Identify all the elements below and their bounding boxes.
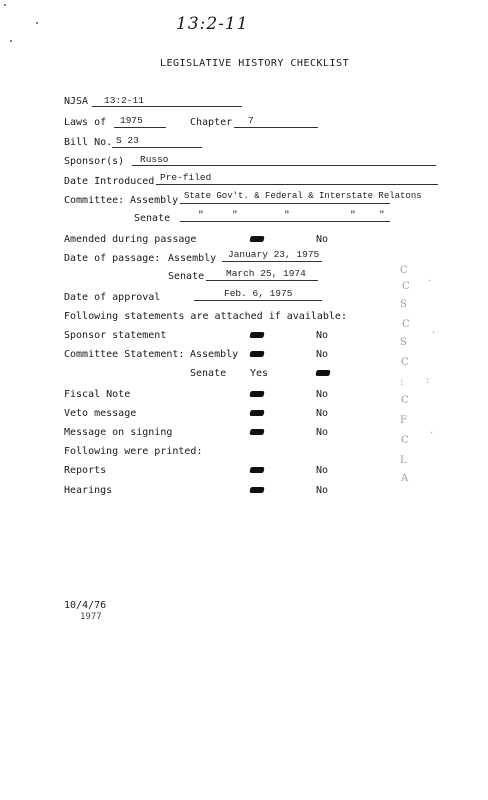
reports-redaction bbox=[249, 467, 264, 473]
committee-assembly-value: State Gov't. & Federal & Interstate Relatons bbox=[184, 191, 422, 201]
ditto-mark-3: " bbox=[284, 209, 290, 220]
statements-heading: Following statements are attached if available: bbox=[64, 311, 347, 322]
njsa-value: 13:2-11 bbox=[104, 95, 144, 106]
date-introduced-label: Date Introduced bbox=[64, 176, 155, 187]
faint-stamp-mark: C C S C S C : C F C L A . . : . bbox=[400, 265, 436, 484]
committee-statement-label: Committee Statement: bbox=[64, 349, 185, 360]
bill-underline bbox=[112, 147, 202, 148]
committee-statement-senate-yes: Yes bbox=[250, 368, 269, 379]
bill-label: Bill No. bbox=[64, 137, 113, 148]
laws-label: Laws of bbox=[64, 117, 107, 128]
sponsor-underline bbox=[132, 165, 436, 166]
passage-senate-underline bbox=[206, 280, 318, 281]
ditto-mark-4: " bbox=[350, 209, 356, 220]
committee-senate-redaction bbox=[315, 370, 330, 376]
speck-mark bbox=[36, 22, 38, 24]
handwritten-number: 13:2-11 bbox=[176, 14, 249, 34]
ditto-mark-5: " bbox=[379, 209, 385, 220]
date-introduced-value: Pre-filed bbox=[160, 172, 212, 183]
message-on-signing-redaction bbox=[249, 429, 264, 435]
laws-value: 1975 bbox=[120, 115, 143, 126]
sponsor-statement-no: No bbox=[316, 330, 329, 341]
page-title: LEGISLATIVE HISTORY CHECKLIST bbox=[160, 58, 350, 69]
passage-senate-label: Senate bbox=[168, 271, 205, 282]
laws-underline bbox=[114, 127, 166, 128]
reports-no: No bbox=[316, 465, 329, 476]
committee-senate-label: Senate bbox=[134, 213, 171, 224]
approval-underline bbox=[194, 300, 322, 301]
sponsor-statement-redaction bbox=[249, 332, 264, 338]
footer-year: 1977 bbox=[80, 612, 102, 622]
veto-message-label: Veto message bbox=[64, 408, 137, 419]
approval-value: Feb. 6, 1975 bbox=[224, 288, 293, 299]
committee-assembly-label: Assembly bbox=[130, 195, 179, 206]
chapter-value: 7 bbox=[248, 115, 254, 126]
reports-label: Reports bbox=[64, 465, 107, 476]
committee-assembly-redaction bbox=[249, 351, 264, 357]
footer-date: 10/4/76 bbox=[64, 600, 107, 611]
fiscal-note-label: Fiscal Note bbox=[64, 389, 131, 400]
chapter-underline bbox=[234, 127, 318, 128]
veto-message-no: No bbox=[316, 408, 329, 419]
amended-redaction bbox=[249, 236, 264, 242]
committee-statement-assembly-label: Assembly bbox=[190, 349, 239, 360]
sponsor-value: Russo bbox=[140, 154, 169, 165]
passage-assembly-underline bbox=[222, 261, 322, 262]
passage-assembly-value: January 23, 1975 bbox=[228, 249, 320, 260]
ditto-mark-1: " bbox=[198, 209, 204, 220]
ditto-mark-2: " bbox=[232, 209, 238, 220]
passage-assembly-label: Assembly bbox=[168, 253, 217, 264]
amended-no: No bbox=[316, 234, 329, 245]
bill-value: S 23 bbox=[116, 135, 139, 146]
message-on-signing-no: No bbox=[316, 427, 329, 438]
committee-label: Committee: bbox=[64, 195, 125, 206]
fiscal-note-redaction bbox=[249, 391, 264, 397]
hearings-redaction bbox=[249, 487, 264, 493]
veto-message-redaction bbox=[249, 410, 264, 416]
message-on-signing-label: Message on signing bbox=[64, 427, 173, 438]
sponsor-statement-label: Sponsor statement bbox=[64, 330, 167, 341]
sponsor-label: Sponsor(s) bbox=[64, 156, 125, 167]
approval-label: Date of approval bbox=[64, 292, 161, 303]
fiscal-note-no: No bbox=[316, 389, 329, 400]
date-introduced-underline bbox=[156, 184, 438, 185]
passage-label: Date of passage: bbox=[64, 253, 161, 264]
committee-statement-senate-label: Senate bbox=[190, 368, 227, 379]
hearings-no: No bbox=[316, 485, 329, 496]
speck-mark bbox=[10, 40, 12, 42]
njsa-underline bbox=[92, 106, 242, 107]
committee-senate-underline bbox=[180, 221, 390, 222]
chapter-label: Chapter bbox=[190, 117, 233, 128]
committee-assembly-underline bbox=[180, 203, 390, 204]
passage-senate-value: March 25, 1974 bbox=[226, 268, 306, 279]
committee-statement-assembly-no: No bbox=[316, 349, 329, 360]
hearings-label: Hearings bbox=[64, 485, 113, 496]
njsa-label: NJSA bbox=[64, 96, 89, 107]
amended-label: Amended during passage bbox=[64, 234, 197, 245]
printed-heading: Following were printed: bbox=[64, 446, 203, 457]
speck-mark bbox=[4, 4, 6, 6]
